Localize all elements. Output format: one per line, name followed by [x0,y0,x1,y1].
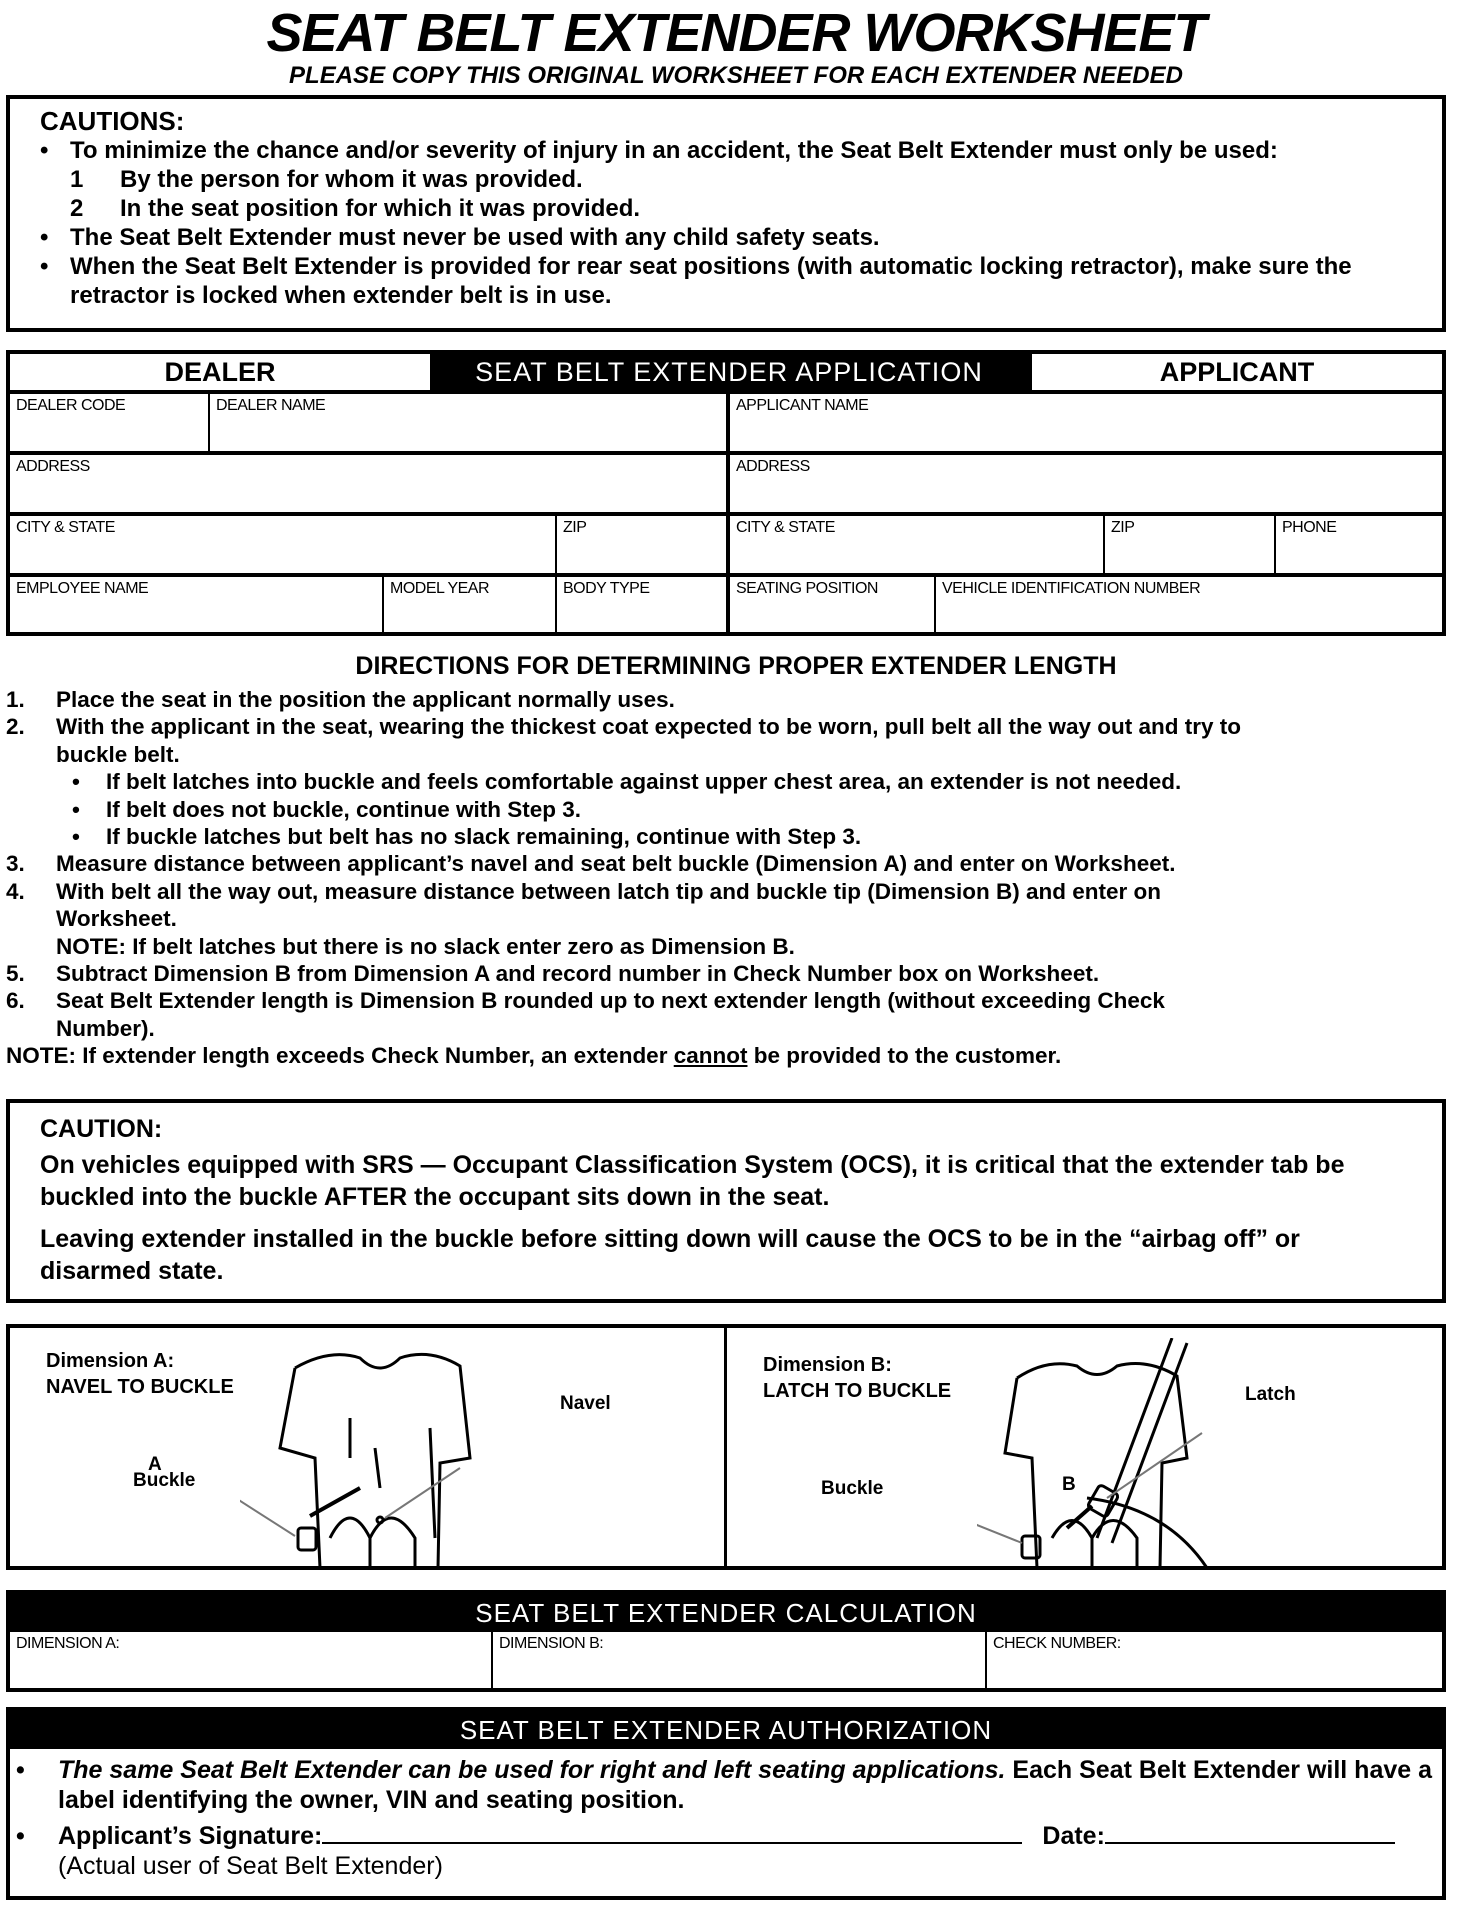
step-text: Seat Belt Extender length is Dimension B rounded up to next extender length (without exceeding Check Number). [56,988,1165,1041]
authorization-item [16,1755,1436,1815]
employee-name-field[interactable]: EMPLOYEE NAME [10,577,384,636]
step-number: 4. [6,878,25,904]
signature-row [16,1821,1436,1851]
step [6,960,1306,987]
latch-label: Latch [1245,1384,1296,1405]
authorization-title: SEAT BELT EXTENDER AUTHORIZATION [10,1711,1442,1749]
applicant-city-state-field[interactable]: CITY & STATE [730,516,1105,577]
application-header [10,354,1442,394]
step-number: 3. [6,851,25,877]
step [6,686,1306,713]
caution-paragraph: Leaving extender installed in the buckle before sitting down will cause the OCS to be in the “airbag off” or disarmed state. [40,1225,1300,1285]
signature-note: (Actual user of Seat Belt Extender) [58,1852,443,1880]
number: 1 [70,166,84,193]
dimension-a-letter: A [148,1454,162,1475]
caution-subitem [40,165,1412,194]
caution-subitem [40,194,1412,223]
directions-title: DIRECTIONS FOR DETERMINING PROPER EXTENDER LENGTH [355,652,1117,680]
cautions-box [6,95,1446,332]
dealer-city-state-field[interactable]: CITY & STATE [10,516,557,577]
dimension-a-field[interactable]: DIMENSION A: [10,1632,493,1688]
dimension-b-title: Dimension B: [763,1354,892,1376]
dimension-a-panel [10,1328,727,1566]
page-subtitle: PLEASE COPY THIS ORIGINAL WORKSHEET FOR EACH EXTENDER NEEDED [289,62,1183,89]
ocs-caution-box [6,1099,1446,1303]
step-note: NOTE: If belt latches but there is no slack enter zero as Dimension B. [56,933,795,959]
application-form [6,350,1446,636]
applicant-name-field[interactable]: APPLICANT NAME [730,394,1442,455]
dealer-name-field[interactable]: DEALER NAME [210,394,726,455]
applicant-address-field[interactable]: ADDRESS [730,455,1442,516]
page-title: SEAT BELT EXTENDER WORKSHEET [266,3,1206,63]
seating-position-field[interactable]: SEATING POSITION [730,577,936,636]
step-number: 6. [6,988,25,1014]
dimension-b-panel [727,1328,1442,1566]
step [6,713,1306,768]
body-type-field[interactable]: BODY TYPE [563,580,650,597]
vin-field[interactable]: VEHICLE IDENTIFICATION NUMBER [942,580,1201,597]
dimension-b-letter: B [1062,1474,1076,1495]
directions-list [6,686,1306,1070]
phone-field[interactable]: PHONE [1276,516,1442,577]
check-number-field[interactable]: CHECK NUMBER: [993,1635,1121,1652]
applicant-zip-field[interactable]: ZIP [1105,516,1276,577]
dealer-heading: DEALER [164,357,276,387]
navel-label: Navel [560,1393,611,1414]
substep: • If belt does not buckle, continue with Step 3. [6,796,1306,823]
authorization-box [6,1707,1446,1900]
text: Each Seat Belt Extender will have a label identifying the owner, VIN and seating position. [58,1756,1433,1814]
dealer-address-field[interactable]: ADDRESS [10,455,726,516]
step-text: With belt all the way out, measure distance between latch tip and buckle tip (Dimension B) and enter on Worksheet. [56,878,1161,932]
caution-heading: CAUTION: [40,1115,163,1143]
text: By the person for whom it was provided. [120,166,583,193]
text: In the seat position for which it was provided. [120,195,641,222]
step [6,987,1226,1042]
cautions-heading: CAUTIONS: [40,106,185,136]
step-number: 5. [6,961,25,987]
dimension-a-subtitle: NAVEL TO BUCKLE [46,1376,234,1398]
signature-label: • Applicant’s Signature: [58,1822,323,1850]
applicant-heading: APPLICANT [1028,354,1442,390]
signature-line[interactable] [322,1822,1022,1844]
substep: • If buckle latches but belt has no slack remaining, continue with Step 3. [6,823,1306,850]
dimension-a-title: Dimension A: [46,1350,175,1372]
torso-illustration-a [240,1338,600,1568]
italic-text: The same Seat Belt Extender can be used for right and left seating applications. [58,1756,1006,1784]
note-text: NOTE: If extender length exceeds Check Number, an extender [6,1043,674,1069]
dimension-b-field[interactable]: DIMENSION B: [493,1632,987,1688]
caution-paragraph: On vehicles equipped with SRS — Occupant Classification System (OCS), it is critical that the extender tab be buckled into the buckle AFTER the occupant sits down in the seat. [40,1151,1345,1211]
caution-item: • To minimize the chance and/or severity of injury in an accident, the Seat Belt Extender must only be used: [40,136,1412,165]
note-text: be provided to the customer. [747,1043,1062,1069]
buckle-label-a: Buckle [133,1470,196,1491]
dealer-zip-field[interactable]: ZIP [557,516,726,577]
authorization-body [16,1755,1436,1881]
model-year-field[interactable]: MODEL YEAR [384,577,557,636]
buckle-label-b: Buckle [821,1478,884,1499]
step [6,850,1306,877]
caution-item: • The Seat Belt Extender must never be used with any child safety seats. [40,223,1412,252]
date-line[interactable] [1105,1822,1395,1844]
calculation-title: SEAT BELT EXTENDER CALCULATION [10,1594,1442,1632]
calculation-box [6,1590,1446,1692]
torso-illustration-b [977,1338,1337,1568]
dimension-b-subtitle: LATCH TO BUCKLE [763,1380,952,1402]
directions-note [6,1042,1306,1069]
step-number: 1. [6,687,25,712]
step-number: 2. [6,714,25,740]
step-text: Measure distance between applicant’s navel and seat belt buckle (Dimension A) and enter on Worksheet. [56,851,1176,877]
number: 2 [70,195,84,222]
step-text: Place the seat in the position the applicant normally uses. [56,687,675,712]
application-title: SEAT BELT EXTENDER APPLICATION [430,354,1028,390]
dealer-code-field[interactable]: DEALER CODE [10,394,210,455]
step-text: Subtract Dimension B from Dimension A and record number in Check Number box on Worksheet. [56,961,1100,987]
note-emphasis: cannot [673,1043,748,1069]
date-label: Date: [1042,1822,1105,1850]
step-text: With the applicant in the seat, wearing the thickest coat expected to be worn, pull belt all the way out and try to buckle belt. [56,714,1241,767]
step [6,878,1256,933]
dimension-diagrams [6,1324,1446,1570]
substep: • If belt latches into buckle and feels comfortable against upper chest area, an extender is not needed. [6,768,1306,795]
caution-item: • When the Seat Belt Extender is provided for rear seat positions (with automatic locking retractor), make sure the retractor is locked when extender belt is in use. [40,252,1412,310]
